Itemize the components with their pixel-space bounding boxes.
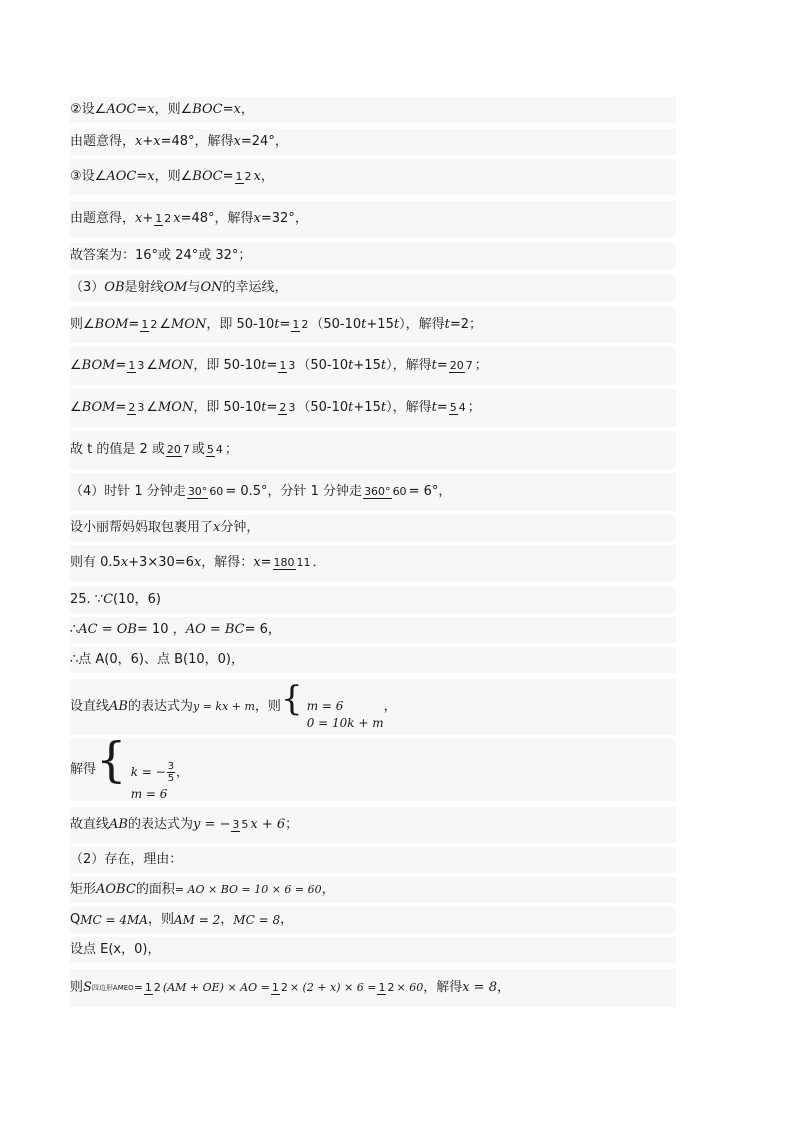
text-line	[70, 201, 676, 237]
text: ；	[285, 817, 299, 832]
math: t	[348, 358, 354, 373]
text: 则	[70, 980, 84, 995]
math: MC = 4MA	[80, 913, 148, 927]
text: 的表达式为	[127, 699, 193, 714]
math: m = 6	[130, 787, 168, 801]
math: MC = 8	[233, 913, 281, 927]
text: （2）存在，理由：	[70, 852, 183, 867]
text: =	[222, 169, 234, 184]
text: ；	[224, 442, 238, 457]
text: =	[279, 317, 291, 332]
equation-system	[96, 732, 189, 804]
fraction: 360° 60	[364, 485, 407, 498]
math: × 60	[396, 981, 424, 994]
math: x	[233, 134, 241, 149]
text: = 6，	[244, 622, 281, 637]
fraction: 1 2	[292, 318, 309, 331]
math: =	[133, 981, 143, 994]
fraction: 1 2	[235, 170, 252, 183]
math: x	[213, 520, 221, 535]
text-line	[70, 647, 676, 673]
text: 故直线	[70, 817, 110, 832]
text: ，则∠	[154, 169, 193, 184]
text: (10，6)	[113, 592, 161, 607]
text: +	[142, 134, 154, 149]
math: k = −	[130, 765, 166, 779]
fraction: 3 5	[232, 818, 249, 831]
text: = 10 ，	[136, 622, 186, 637]
text-line	[70, 347, 676, 385]
text: ∠	[146, 358, 158, 373]
text: +15	[366, 317, 394, 332]
math: x	[253, 211, 261, 226]
math: AB	[109, 699, 128, 714]
text: ；	[474, 358, 488, 373]
text: （50-10	[297, 358, 349, 373]
text: ，	[220, 912, 234, 927]
text: 与	[187, 280, 201, 295]
equation-system	[280, 679, 384, 732]
math: OM	[163, 280, 188, 295]
math: MON	[157, 358, 194, 373]
text: ，解得	[423, 980, 463, 995]
text-line	[70, 937, 676, 963]
text: +15	[353, 358, 381, 373]
text: 或	[191, 442, 205, 457]
text: =	[436, 358, 448, 373]
text-line	[70, 847, 676, 873]
text: ∠	[70, 400, 82, 415]
math: x	[253, 169, 261, 184]
math: AC = OB	[78, 622, 137, 637]
fraction: 180 11	[273, 556, 311, 569]
math: t	[431, 400, 437, 415]
text: ，	[176, 765, 189, 779]
math: t	[380, 358, 387, 373]
text: 故答案为：16°或 24°或 32°；	[70, 248, 252, 263]
math: x	[233, 102, 241, 117]
math: AOC	[106, 169, 137, 184]
math: y = kx + m	[192, 700, 255, 713]
math: x	[120, 555, 129, 570]
fraction: 5 4	[206, 443, 223, 456]
math: 0 = 10k + m	[306, 716, 384, 730]
text: （3）	[70, 280, 105, 295]
text-line	[70, 275, 676, 301]
text-line	[70, 243, 676, 269]
text: 设小丽帮妈妈取包裹用了	[70, 520, 214, 535]
brace-icon: {	[96, 732, 127, 788]
text: ∠	[146, 400, 158, 415]
text-line	[70, 732, 676, 801]
math: t	[348, 400, 354, 415]
math: AO = BC	[185, 622, 245, 637]
fraction: 2 3	[128, 401, 145, 414]
text: 的面积	[135, 882, 175, 897]
text: 分钟，	[220, 520, 260, 535]
math: y = −	[192, 817, 231, 832]
math: t	[431, 358, 437, 373]
text: 的表达式为	[127, 817, 193, 832]
text: = 6°，	[408, 484, 452, 499]
fraction: 1 2	[155, 212, 172, 225]
text: 是射线	[124, 280, 164, 295]
text: 矩形	[70, 882, 97, 897]
text-line	[70, 389, 676, 427]
text-line	[70, 97, 676, 123]
text: ，	[383, 699, 397, 714]
text: ，则	[147, 912, 174, 927]
text-line	[70, 587, 676, 613]
text: ，即 50-10	[193, 400, 262, 415]
text: ；	[467, 400, 481, 415]
text: =	[115, 358, 127, 373]
text: ∠	[159, 317, 171, 332]
math: MON	[157, 400, 194, 415]
text: 的幸运线，	[222, 280, 288, 295]
fraction: 2 3	[279, 401, 296, 414]
math: x	[135, 211, 143, 226]
text: =32°，	[260, 211, 308, 226]
fraction: 20 7	[166, 443, 190, 456]
text: 由题意得，	[70, 134, 136, 149]
text: ），解得	[399, 317, 445, 332]
text: ，则	[254, 699, 281, 714]
math: t	[261, 400, 267, 415]
text: ，	[496, 980, 510, 995]
text: +	[142, 211, 154, 226]
text: （50-10	[297, 400, 349, 415]
text: ∠	[70, 358, 82, 373]
text: 设直线	[70, 699, 110, 714]
math: AB	[109, 817, 128, 832]
text: +15	[353, 400, 381, 415]
fraction: 5 4	[449, 401, 466, 414]
text: Q	[70, 912, 81, 927]
text: =24°，	[240, 134, 288, 149]
text-line	[70, 679, 676, 735]
math: x	[153, 134, 161, 149]
text: （50-10	[310, 317, 362, 332]
math: × (2 + x) × 6 =	[289, 981, 377, 994]
text-line	[70, 129, 676, 155]
math: S	[83, 980, 92, 995]
text: =	[136, 102, 148, 117]
text-line	[70, 307, 676, 343]
math: t	[393, 317, 400, 332]
text-line	[70, 807, 676, 843]
math: t	[444, 317, 450, 332]
math: x	[173, 211, 181, 226]
math: BOC	[192, 102, 223, 117]
text: ，即 50-10	[193, 358, 262, 373]
text: ∴	[70, 622, 79, 637]
text: ，解得：	[201, 555, 254, 570]
text: ），解得	[386, 400, 432, 415]
math: t	[261, 358, 267, 373]
math: t	[274, 317, 280, 332]
text: =	[266, 358, 278, 373]
text: +3×30=6	[128, 555, 194, 570]
fraction: 20 7	[449, 359, 473, 372]
math: ON	[200, 280, 223, 295]
text: =48°，解得	[180, 211, 254, 226]
text: ，即 50-10	[206, 317, 275, 332]
text: 故 t 的值是 2 或	[70, 442, 165, 457]
text: =	[115, 400, 127, 415]
text: =	[128, 317, 140, 332]
math: C	[103, 592, 114, 607]
text: ，	[321, 882, 335, 897]
math: OB	[104, 280, 125, 295]
text: =	[436, 400, 448, 415]
text: ∴点 A(0，6)、点 B(10，0)，	[70, 652, 244, 667]
text: 25. ∵	[70, 592, 104, 607]
text: 由题意得，	[70, 211, 136, 226]
math: m = 6	[306, 699, 344, 713]
math: (AM + OE) × AO =	[162, 981, 270, 994]
text: ，	[240, 102, 254, 117]
text-line	[70, 969, 676, 1007]
text: ②设∠	[70, 102, 107, 117]
text-line	[70, 545, 676, 581]
math: t	[361, 317, 367, 332]
fraction: 1 3	[279, 359, 296, 372]
math: BOM	[81, 358, 116, 373]
text: 则有 0.5	[70, 555, 121, 570]
text-line	[70, 907, 676, 933]
text-line	[70, 473, 676, 511]
text: ，	[280, 912, 294, 927]
math: x	[147, 169, 155, 184]
math: x	[135, 134, 143, 149]
text: ③设∠	[70, 169, 107, 184]
math: x + 6	[250, 817, 286, 832]
subscript: 四边形AMEO	[91, 984, 134, 992]
math: BOC	[192, 169, 223, 184]
text: =	[260, 555, 272, 570]
text-line	[70, 877, 676, 903]
math: x	[253, 555, 261, 570]
text: =48°，解得	[160, 134, 234, 149]
math: AM = 2	[174, 913, 221, 927]
fraction: 1 2	[144, 981, 161, 994]
text: =	[136, 169, 148, 184]
text: =2；	[449, 317, 482, 332]
text: （4）时针 1 分钟走	[70, 484, 186, 499]
math: BOM	[81, 400, 116, 415]
math: x = 8	[462, 980, 497, 995]
text: ，	[260, 169, 274, 184]
fraction: 30° 60	[187, 485, 224, 498]
fraction: 1 2	[271, 981, 288, 994]
text: = 0.5°，分针 1 分钟走	[225, 484, 363, 499]
math: BOM	[94, 317, 129, 332]
math: AOC	[106, 102, 137, 117]
fraction: $\frac{3}{5}$	[167, 761, 175, 784]
fraction: 1 2	[141, 318, 158, 331]
brace-icon: {	[280, 679, 303, 719]
text-line	[70, 617, 676, 643]
text: ．	[312, 555, 326, 570]
math: AOBC	[96, 882, 136, 897]
text: =	[222, 102, 234, 117]
fraction: 1 2	[378, 981, 395, 994]
text: 解得	[70, 762, 97, 777]
math: x	[193, 555, 202, 570]
text: 设点 E(x，0)，	[70, 942, 161, 957]
text-line	[70, 515, 676, 541]
text-line	[70, 159, 676, 195]
math: t	[380, 400, 387, 415]
math: MON	[170, 317, 207, 332]
fraction: 1 3	[128, 359, 145, 372]
text: 则∠	[70, 317, 95, 332]
math: = AO × BO = 10 × 6 = 60	[174, 883, 322, 896]
text: =	[266, 400, 278, 415]
math: x	[147, 102, 155, 117]
text: ），解得	[386, 358, 432, 373]
text-line	[70, 431, 676, 469]
text: ，则∠	[154, 102, 193, 117]
